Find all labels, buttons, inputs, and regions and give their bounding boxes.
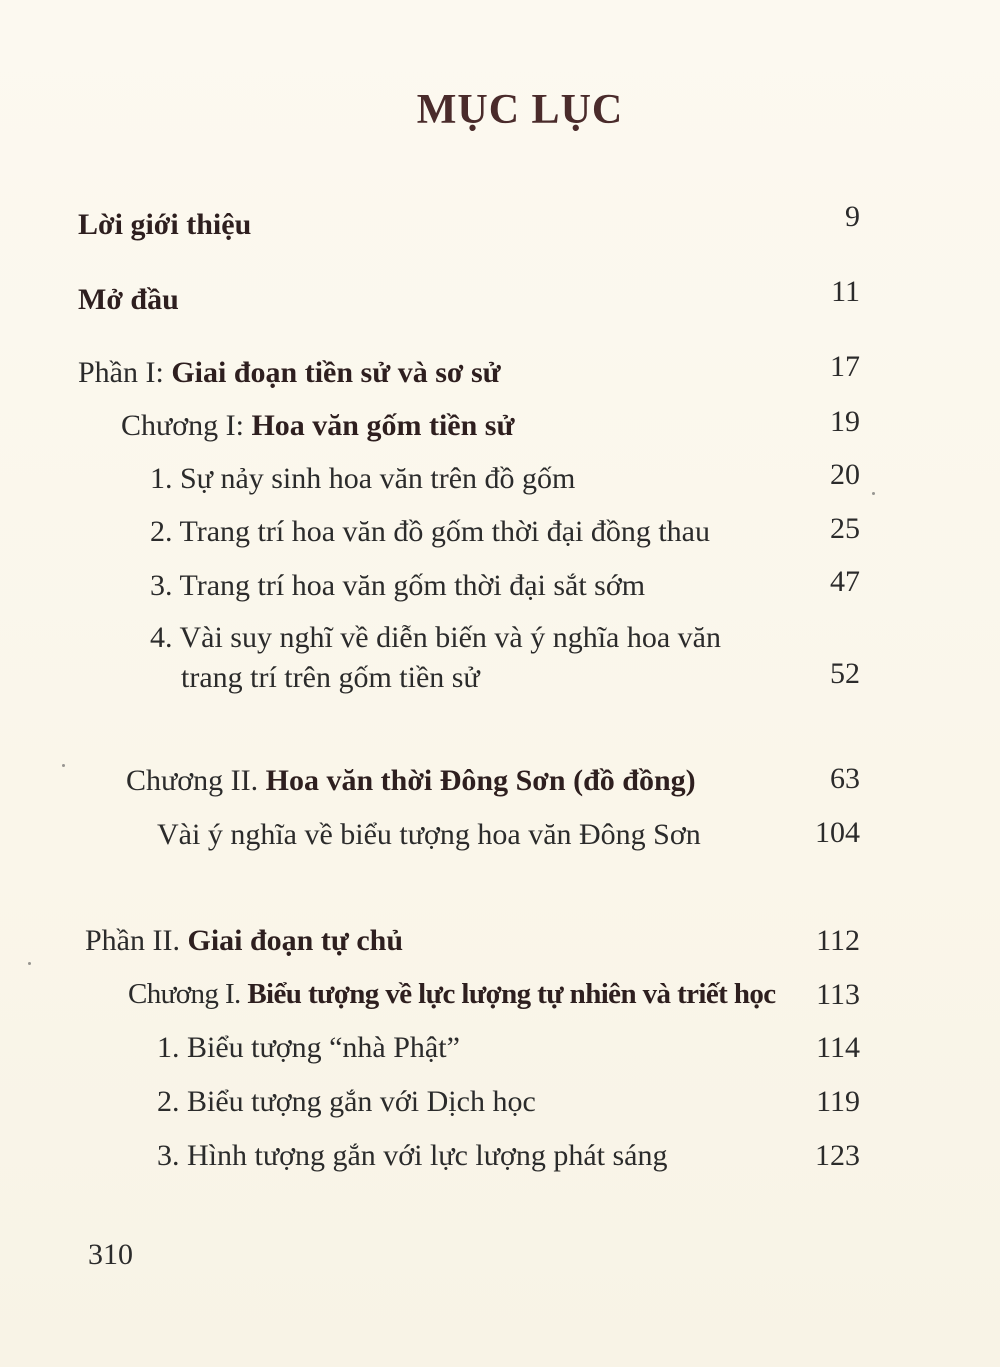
toc-entry-title: Hoa văn thời Đông Sơn (đồ đồng) (265, 764, 696, 797)
toc-entry-page: 47 (830, 565, 860, 598)
toc-entry-page: 20 (830, 458, 860, 491)
scan-speck (28, 962, 31, 965)
toc-entry-2-1 (0, 818, 1000, 858)
page-number: 310 (88, 1238, 133, 1271)
toc-entry-1-3 (0, 565, 1000, 609)
toc-entry-title: Giai đoạn tự chủ (187, 924, 404, 957)
toc-entry-3-2 (0, 1085, 1000, 1125)
toc-entry-label (78, 356, 501, 390)
scan-speck (872, 492, 875, 495)
toc-entry-page: 123 (815, 1139, 860, 1172)
toc-entry-label: 2. Biểu tượng gắn với Dịch học (157, 1085, 536, 1118)
toc-entry-page: 112 (816, 924, 860, 957)
toc-entry-label (126, 764, 696, 798)
toc-entry-label: 4. Vài suy nghĩ về diễn biến và ý nghĩa hoa văn (150, 621, 721, 654)
toc-entry-label (128, 978, 776, 1011)
toc-entry-prefix: Chương II. (126, 764, 266, 797)
toc-entry-label (121, 409, 514, 443)
page-title: MỤC LỤC (416, 87, 624, 133)
toc-entry-prefix: Phần II. (85, 924, 188, 957)
toc-entry-label: trang trí trên gốm tiền sử (181, 661, 480, 694)
toc-entry-label: Mở đầu (78, 283, 179, 316)
toc-entry-page: 114 (816, 1031, 860, 1064)
toc-entry-title: Hoa văn gốm tiền sử (251, 409, 515, 442)
toc-entry-label: 1. Sự nảy sinh hoa văn trên đồ gốm (150, 462, 576, 495)
toc-entry-page: 25 (830, 512, 860, 545)
toc-entry-page: 119 (816, 1085, 860, 1118)
toc-entry-3-1 (0, 1031, 1000, 1071)
toc-entry-page: 63 (830, 762, 860, 795)
toc-entry-page: 104 (815, 816, 860, 849)
toc-entry-mo-dau (0, 275, 1000, 323)
toc-entry-chuong-2 (0, 764, 1000, 804)
toc-entry-label: Lời giới thiệu (78, 208, 252, 241)
toc-entry-page: 19 (830, 405, 860, 438)
toc-entry-label: 2. Trang trí hoa văn đồ gốm thời đại đồng thau (150, 515, 710, 548)
scan-speck (62, 764, 65, 767)
toc-entry-phan-2-chuong-1 (0, 978, 1000, 1018)
toc-entry-label: Vài ý nghĩa về biểu tượng hoa văn Đông Sơn (157, 818, 701, 851)
toc-entry-page: 52 (830, 657, 860, 690)
toc-entry-page: 11 (831, 275, 860, 308)
toc-entry-title: Biểu tượng về lực lượng tự nhiên và triết học (247, 978, 776, 1010)
toc-entry-loi-gioi-thieu (0, 200, 1000, 248)
toc-entry-label (85, 924, 403, 958)
toc-entry-1-4-cont (0, 657, 1000, 701)
toc-entry-3-3 (0, 1139, 1000, 1179)
toc-entry-label: 3. Hình tượng gắn với lực lượng phát sáng (157, 1139, 668, 1172)
toc-entry-page: 9 (845, 200, 860, 233)
toc-entry-title: Giai đoạn tiền sử và sơ sử (171, 356, 501, 389)
toc-entry-phan-2 (0, 924, 1000, 964)
toc-entry-1-4 (0, 621, 1000, 661)
toc-entry-1-2 (0, 512, 1000, 555)
toc-entry-prefix: Chương I. (128, 978, 248, 1010)
toc-entry-page: 113 (816, 978, 860, 1011)
toc-entry-phan-1 (0, 350, 1000, 396)
toc-entry-label: 3. Trang trí hoa văn gốm thời đại sắt sớm (150, 569, 646, 602)
toc-entry-prefix: Phần I: (78, 356, 172, 389)
toc-entry-prefix: Chương I: (121, 409, 252, 442)
toc-entry-chuong-1 (0, 405, 1000, 449)
toc-entry-page: 17 (830, 350, 860, 383)
toc-entry-label: 1. Biểu tượng “nhà Phật” (157, 1031, 460, 1064)
toc-entry-1-1 (0, 458, 1000, 502)
